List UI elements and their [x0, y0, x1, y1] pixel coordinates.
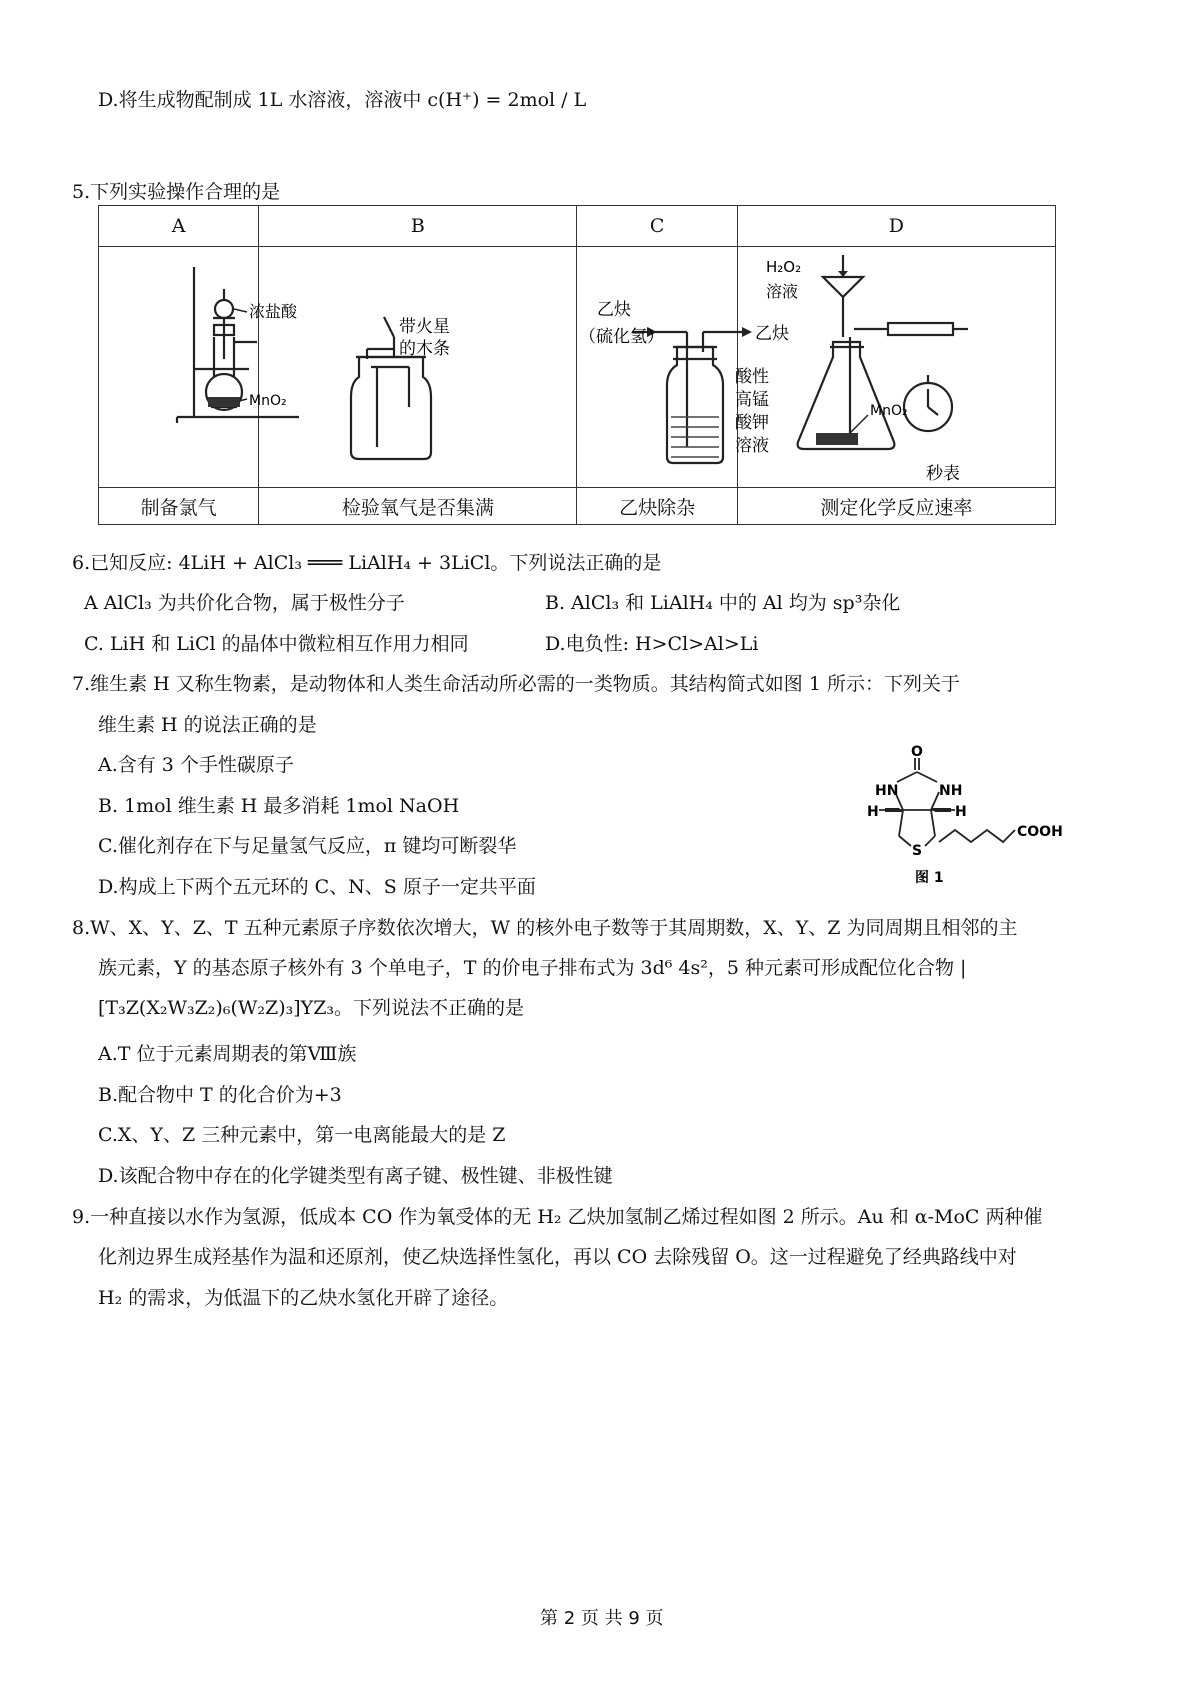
- biotin-nh: NH: [939, 783, 963, 799]
- label-kmno4-3: 酸钾: [735, 413, 770, 433]
- label-acetylene-in: 乙炔: [597, 300, 632, 320]
- page-number: 第 2 页 共 9 页: [540, 1608, 664, 1629]
- q6-option-c: C. LiH 和 LiCl 的晶体中微粒相互作用力相同: [84, 633, 469, 655]
- q8-stem-line1: 8.W、X、Y、Z、T 五种元素原子序数依次增大，W 的核外电子数等于其周期数，X、Y、Z 为同周期且相邻的主: [72, 917, 1018, 939]
- label-glowing-splint-1: 带火星: [399, 317, 451, 337]
- label-h2o2: H₂O₂: [765, 258, 801, 276]
- biotin-cooh: COOH: [1017, 824, 1063, 840]
- caption-d: 测定化学反应速率: [737, 488, 1055, 525]
- col-header-d: D: [737, 206, 1055, 247]
- q9-line3: H₂ 的需求，为低温下的乙炔水氢化开辟了途径。: [98, 1287, 509, 1309]
- label-stopwatch: 秒表: [925, 464, 960, 484]
- biotin-hn: HN: [875, 783, 899, 799]
- label-h2s: （硫化氢）: [579, 327, 665, 347]
- q4-option-d: D.将生成物配制成 1L 水溶液，溶液中 c(H⁺) = 2mol / L: [98, 89, 587, 111]
- col-header-c: C: [577, 206, 737, 247]
- biotin-h-left: H: [867, 804, 879, 820]
- label-kmno4-4: 溶液: [735, 436, 770, 456]
- reaction-rate-figure: [738, 247, 976, 487]
- q7-option-b: B. 1mol 维生素 H 最多消耗 1mol NaOH: [98, 795, 460, 817]
- q9-line1: 9.一种直接以水作为氢源，低成本 CO 作为氧受体的无 H₂ 乙炔加氢制乙烯过程如图 2 所示。Au 和 α-MoC 两种催: [72, 1206, 1043, 1228]
- q7-option-d: D.构成上下两个五元环的 C、N、S 原子一定共平面: [98, 876, 536, 898]
- label-kmno4-1: 酸性: [735, 367, 770, 387]
- q8-option-a: A.T 位于元素周期表的第Ⅷ族: [98, 1043, 357, 1065]
- caption-a: 制备氯气: [99, 488, 259, 525]
- q8-stem-line3: [T₃Z(X₂W₃Z₂)₆(W₂Z)₃]YZ₃。下列说法不正确的是: [98, 997, 525, 1019]
- biotin-structure-figure: [855, 740, 1090, 890]
- q7-stem-line2: 维生素 H 的说法正确的是: [98, 714, 317, 736]
- q5-stem: 5.下列实验操作合理的是: [72, 181, 281, 203]
- q6-option-b: B. AlCl₃ 和 LiAlH₄ 中的 Al 均为 sp³杂化: [545, 592, 901, 614]
- q7-option-c: C.催化剂存在下与足量氢气反应，π 键均可断裂华: [98, 835, 517, 857]
- caption-c: 乙炔除杂: [577, 488, 737, 525]
- label-conc-hcl: 浓盐酸: [249, 302, 298, 321]
- gas-bottle-figure: [259, 247, 499, 487]
- q8-option-d: D.该配合物中存在的化学键类型有离子键、极性键、非极性键: [98, 1165, 613, 1187]
- q7-stem-line1: 7.维生素 H 又称生物素，是动物体和人类生命活动所必需的一类物质。其结构简式如图 1 所示：下列关于: [72, 673, 960, 695]
- label-mno2-a: MnO₂: [249, 393, 287, 409]
- label-mno2-d: MnO₂: [869, 403, 908, 419]
- label-glowing-splint-2: 的木条: [399, 339, 451, 359]
- label-acetylene-out: 乙炔: [755, 324, 790, 344]
- q8-stem-line2: 族元素，Y 的基态原子核外有 3 个单电子，T 的价电子排布式为 3d⁶ 4s²，5 种元素可形成配位化合物 |: [98, 957, 967, 979]
- caption-b: 检验氧气是否集满: [259, 488, 577, 525]
- label-kmno4-2: 高锰: [735, 390, 770, 410]
- apparatus-b-cell: [259, 247, 577, 488]
- q9-line2: 化剂边界生成羟基作为温和还原剂，使乙炔选择性氢化，再以 CO 去除残留 O。这一过程避免了经典路线中对: [98, 1246, 1017, 1268]
- q8-option-b: B.配合物中 T 的化合价为+3: [98, 1084, 342, 1106]
- apparatus-a-cell: [99, 247, 298, 488]
- biotin-s: S: [912, 843, 923, 859]
- col-header-a: A: [99, 206, 259, 247]
- q6-stem: 6.已知反应: 4LiH + AlCl₃ ═══ LiAlH₄ + 3LiCl。下列说法正确的是: [72, 552, 662, 574]
- biotin-h-right: H: [955, 804, 967, 820]
- biotin-o: O: [911, 744, 923, 760]
- col-header-b: B: [259, 206, 577, 247]
- q6-option-d: D.电负性: H>Cl>Al>Li: [545, 633, 759, 655]
- figure-1-caption: 图 1: [915, 870, 944, 886]
- q7-option-a: A.含有 3 个手性碳原子: [98, 754, 294, 776]
- experiment-table: [98, 205, 1056, 525]
- q6-option-a: A AlCl₃ 为共价化合物，属于极性分子: [84, 592, 405, 614]
- label-h2o2-solution: 溶液: [765, 282, 798, 301]
- q8-option-c: C.X、Y、Z 三种元素中，第一电离能最大的是 Z: [98, 1124, 506, 1146]
- apparatus-d-cell: [737, 247, 1055, 488]
